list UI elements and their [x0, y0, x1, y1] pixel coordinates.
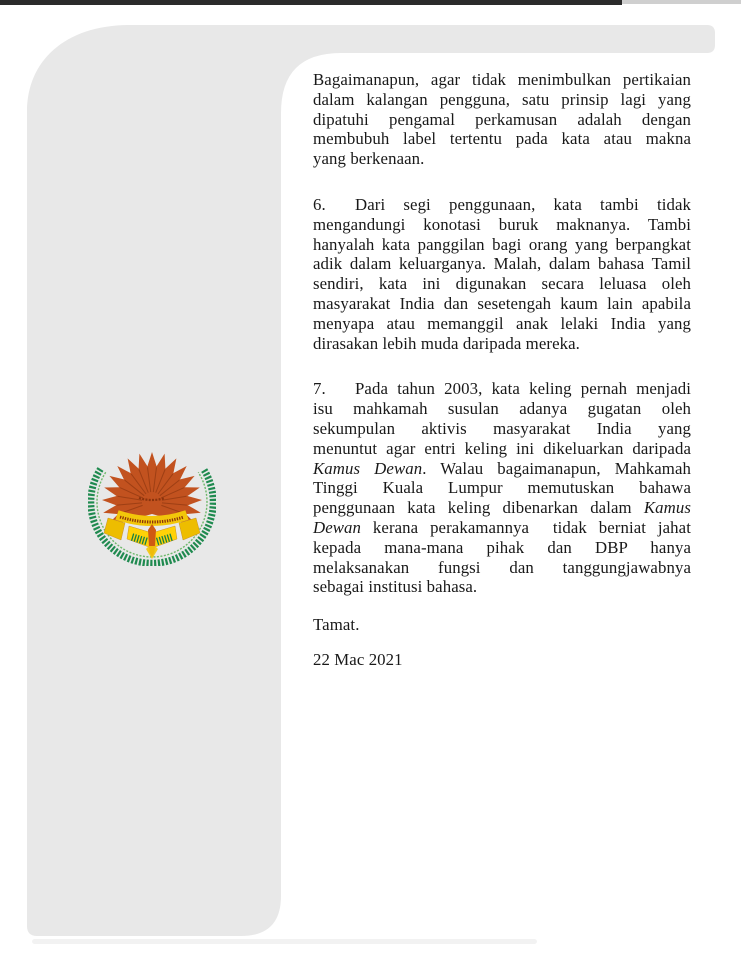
- paragraph: [313, 70, 691, 169]
- text-line: Tinggi Kuala Lumpur memutuskan bahawa: [313, 478, 691, 498]
- text-line: Dewan kerana perakamannya tidak berniat jahat: [313, 517, 691, 537]
- text-line: Bagaimanapun, agar tidak menimbulkan pertikaian: [313, 70, 691, 89]
- text-block: [313, 70, 691, 670]
- closing-text: Tamat.: [313, 615, 360, 635]
- text-line: 6. Dari segi penggunaan, kata tambi tidak: [313, 194, 691, 214]
- text-line: sebagai institusi bahasa.: [313, 577, 478, 597]
- text-line: dirasakan lebih muda daripada mereka.: [313, 333, 580, 353]
- text-line: masyarakat India dan sesetengah kaum lain apabila: [313, 293, 691, 313]
- text-line: menuntut agar entri keling ini dikeluarkan daripada: [313, 438, 691, 458]
- paragraph: [313, 195, 691, 353]
- text-line: Kamus Dewan. Walau bagaimanapun, Mahkamah: [313, 458, 691, 478]
- text-line: membubuh label tertentu pada kata atau makna: [313, 129, 691, 149]
- text-line: mengandungi konotasi buruk maknanya. Tambi: [313, 214, 691, 234]
- top-strip-light: [622, 0, 741, 4]
- text-line: hanyalah kata panggilan bagi orang yang berpangkat: [313, 234, 691, 254]
- paragraph: [313, 379, 691, 597]
- paragraph-number: 7.: [313, 379, 326, 399]
- text-line: kepada mana-mana pihak dan DBP hanya: [313, 537, 691, 557]
- text-line: dalam kalangan pengguna, satu prinsip lagi yang: [313, 89, 691, 109]
- top-strip-dark: [0, 0, 622, 5]
- text-line: dipatuhi pengamal perkamusan adalah dengan: [313, 109, 691, 129]
- text-line: penggunaan kata keling dibenarkan dalam Kamus: [313, 498, 691, 518]
- dbp-logo: [88, 438, 216, 566]
- text-line: menyapa atau memanggil anak lelaki India yang: [313, 313, 691, 333]
- paragraph-number: 6.: [313, 194, 326, 214]
- text-line: sekumpulan aktivis masyarakat India yang: [313, 418, 691, 438]
- paragraphs: [313, 70, 691, 597]
- text-line: sendiri, kata ini digunakan secara leluasa oleh: [313, 274, 691, 294]
- date-text: 22 Mac 2021: [313, 649, 403, 669]
- dbp-fan-icon: [102, 452, 202, 525]
- text-line: 7. Pada tahun 2003, kata keling pernah menjadi: [313, 379, 691, 399]
- text-line: melaksanakan fungsi dan tanggungjawabnya: [313, 557, 691, 577]
- text-line: adik dalam keluarganya. Malah, dalam bahasa Tamil: [313, 254, 691, 274]
- sheet-shadow: [32, 939, 537, 944]
- text-line: isu mahkamah susulan adanya gugatan oleh: [313, 399, 691, 419]
- text-line: yang berkenaan.: [313, 149, 425, 169]
